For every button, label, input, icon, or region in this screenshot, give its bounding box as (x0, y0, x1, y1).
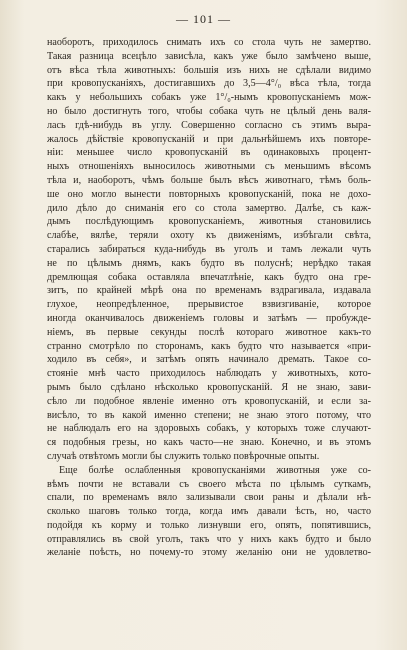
text-line: ныхъ отношеніяхъ выносилось животными съ меньшимъ вѣсомъ (47, 161, 371, 173)
text-line: старались забираться куда-нибудь въ уголъ и тамъ лежали чуть (47, 243, 371, 255)
text-line: вѣмъ почти не вставали съ своего мѣста по цѣлымъ суткамъ, (47, 478, 371, 490)
text-line: какъ у небольшихъ собакъ уже 1°/₀-нымъ кровопусканіемъ мож- (47, 92, 371, 104)
text-line: лась гдѣ-нибудь въ углу. Совершенно согласно съ этимъ выра- (47, 119, 371, 131)
text-line: сѣло ли подобное явленіе именно отъ кровопусканій, и если за- (47, 395, 371, 407)
text-line: глухое, неопредѣленное, прерывистое взвизгиваніе, которое (47, 299, 371, 311)
text-line: не наблюдалъ его на здоровыхъ собакъ, у которыхъ тоже случают- (47, 423, 371, 435)
text-line: подойдя къ корму и только лизнувши его, опять, попятившись, (47, 519, 371, 531)
text-line: ходило въ себя», и затѣмъ опять начинало дремать. Такое со- (47, 354, 371, 366)
text-line: ся подобныя грезы, но какъ часто—не знаю. Конечно, и въ этомъ (47, 437, 371, 449)
text-line: дремлющая собака оставляла впечатлѣніе, какъ будто она гре- (47, 271, 371, 283)
text-line: рымъ было сдѣлано нѣсколько кровопусканій. Я не знаю, зави- (47, 381, 371, 393)
text-line: дымъ послѣдующимъ кровопусканіемъ, животныя становились (47, 216, 371, 228)
text-line: отъ вѣса тѣла животныхъ: большія изъ нихъ не сдѣлали видимо (47, 64, 371, 76)
page-number: — 101 — (176, 12, 231, 26)
body-text (47, 36, 371, 560)
text-line: случаѣ отвѣтомъ могли бы служить только повѣрочные опыты. (47, 450, 320, 462)
text-line: желаніе поѣсть, но почему-то этому желанію они не удовлетво- (47, 547, 371, 559)
text-line: зитъ, по крайней мѣрѣ она по временамъ вздрагивала, издавала (47, 285, 371, 297)
text-line: при кровопусканіяхъ, достигавшихъ до 3,5—4°/₀ вѣса тѣла, тогда (47, 78, 371, 90)
text-line: стояніе мнѣ часто приходилось наблюдать у животныхъ, кото- (47, 368, 371, 380)
text-line: слабѣе, вялѣе, теряли охоту къ движеніямъ, избѣгали свѣта, (47, 230, 371, 242)
text-line: но было достигнуть того, чтобы собака чуть не цѣлый день валя- (47, 105, 371, 117)
text-line: висѣло, то въ какой именно степени; не знаю этого потому, что (47, 409, 371, 421)
text-line: Еще болѣе ослабленныя кровопусканіями животныя уже со- (59, 464, 371, 476)
text-line: наоборотъ, приходилось снимать ихъ со стола чуть не замертво. (47, 37, 371, 48)
text-line: иногда оканчивалось движеніемъ головы и затѣмъ — пробужде- (47, 312, 371, 324)
text-line: сколько шаговъ только тогда, когда имъ давали ѣсть, но, часто (47, 506, 371, 518)
text-line: дило дѣло до сниманія его со стола замертво. Далѣе, съ каж- (47, 202, 371, 214)
text-line: ніи: меньшее число кровопусканій въ одинаковыхъ процент- (47, 147, 371, 159)
text-line: спали, по временамъ вяло зализывали свои раны и дѣлали нѣ- (47, 492, 371, 504)
text-line: Такая разница всецѣло зависѣла, какъ уже было замѣчено выше, (47, 50, 371, 62)
text-line: странно смотрѣло по сторонамъ, какъ будто что называется «при- (47, 340, 371, 352)
text-line: жалось дѣйствіе кровопусканій и при дальнѣйшемъ ихъ повторе- (47, 133, 371, 145)
text-line: тѣла и, наоборотъ, чѣмъ больше былъ вѣсъ животнаго, тѣмъ боль- (47, 174, 371, 186)
text-line: не по цѣлымъ днямъ, какъ будто въ полуснѣ; нерѣдко такая (47, 257, 371, 269)
text-line: ше оно могло вынести повторныхъ кровопусканій, пока не дохо- (47, 188, 371, 200)
text-line: отправлялись въ свой уголъ, такъ что у нихъ какъ будто и было (47, 533, 371, 545)
text-line: ніемъ, въ первые секунды послѣ котораго животное какъ-то (47, 326, 371, 338)
